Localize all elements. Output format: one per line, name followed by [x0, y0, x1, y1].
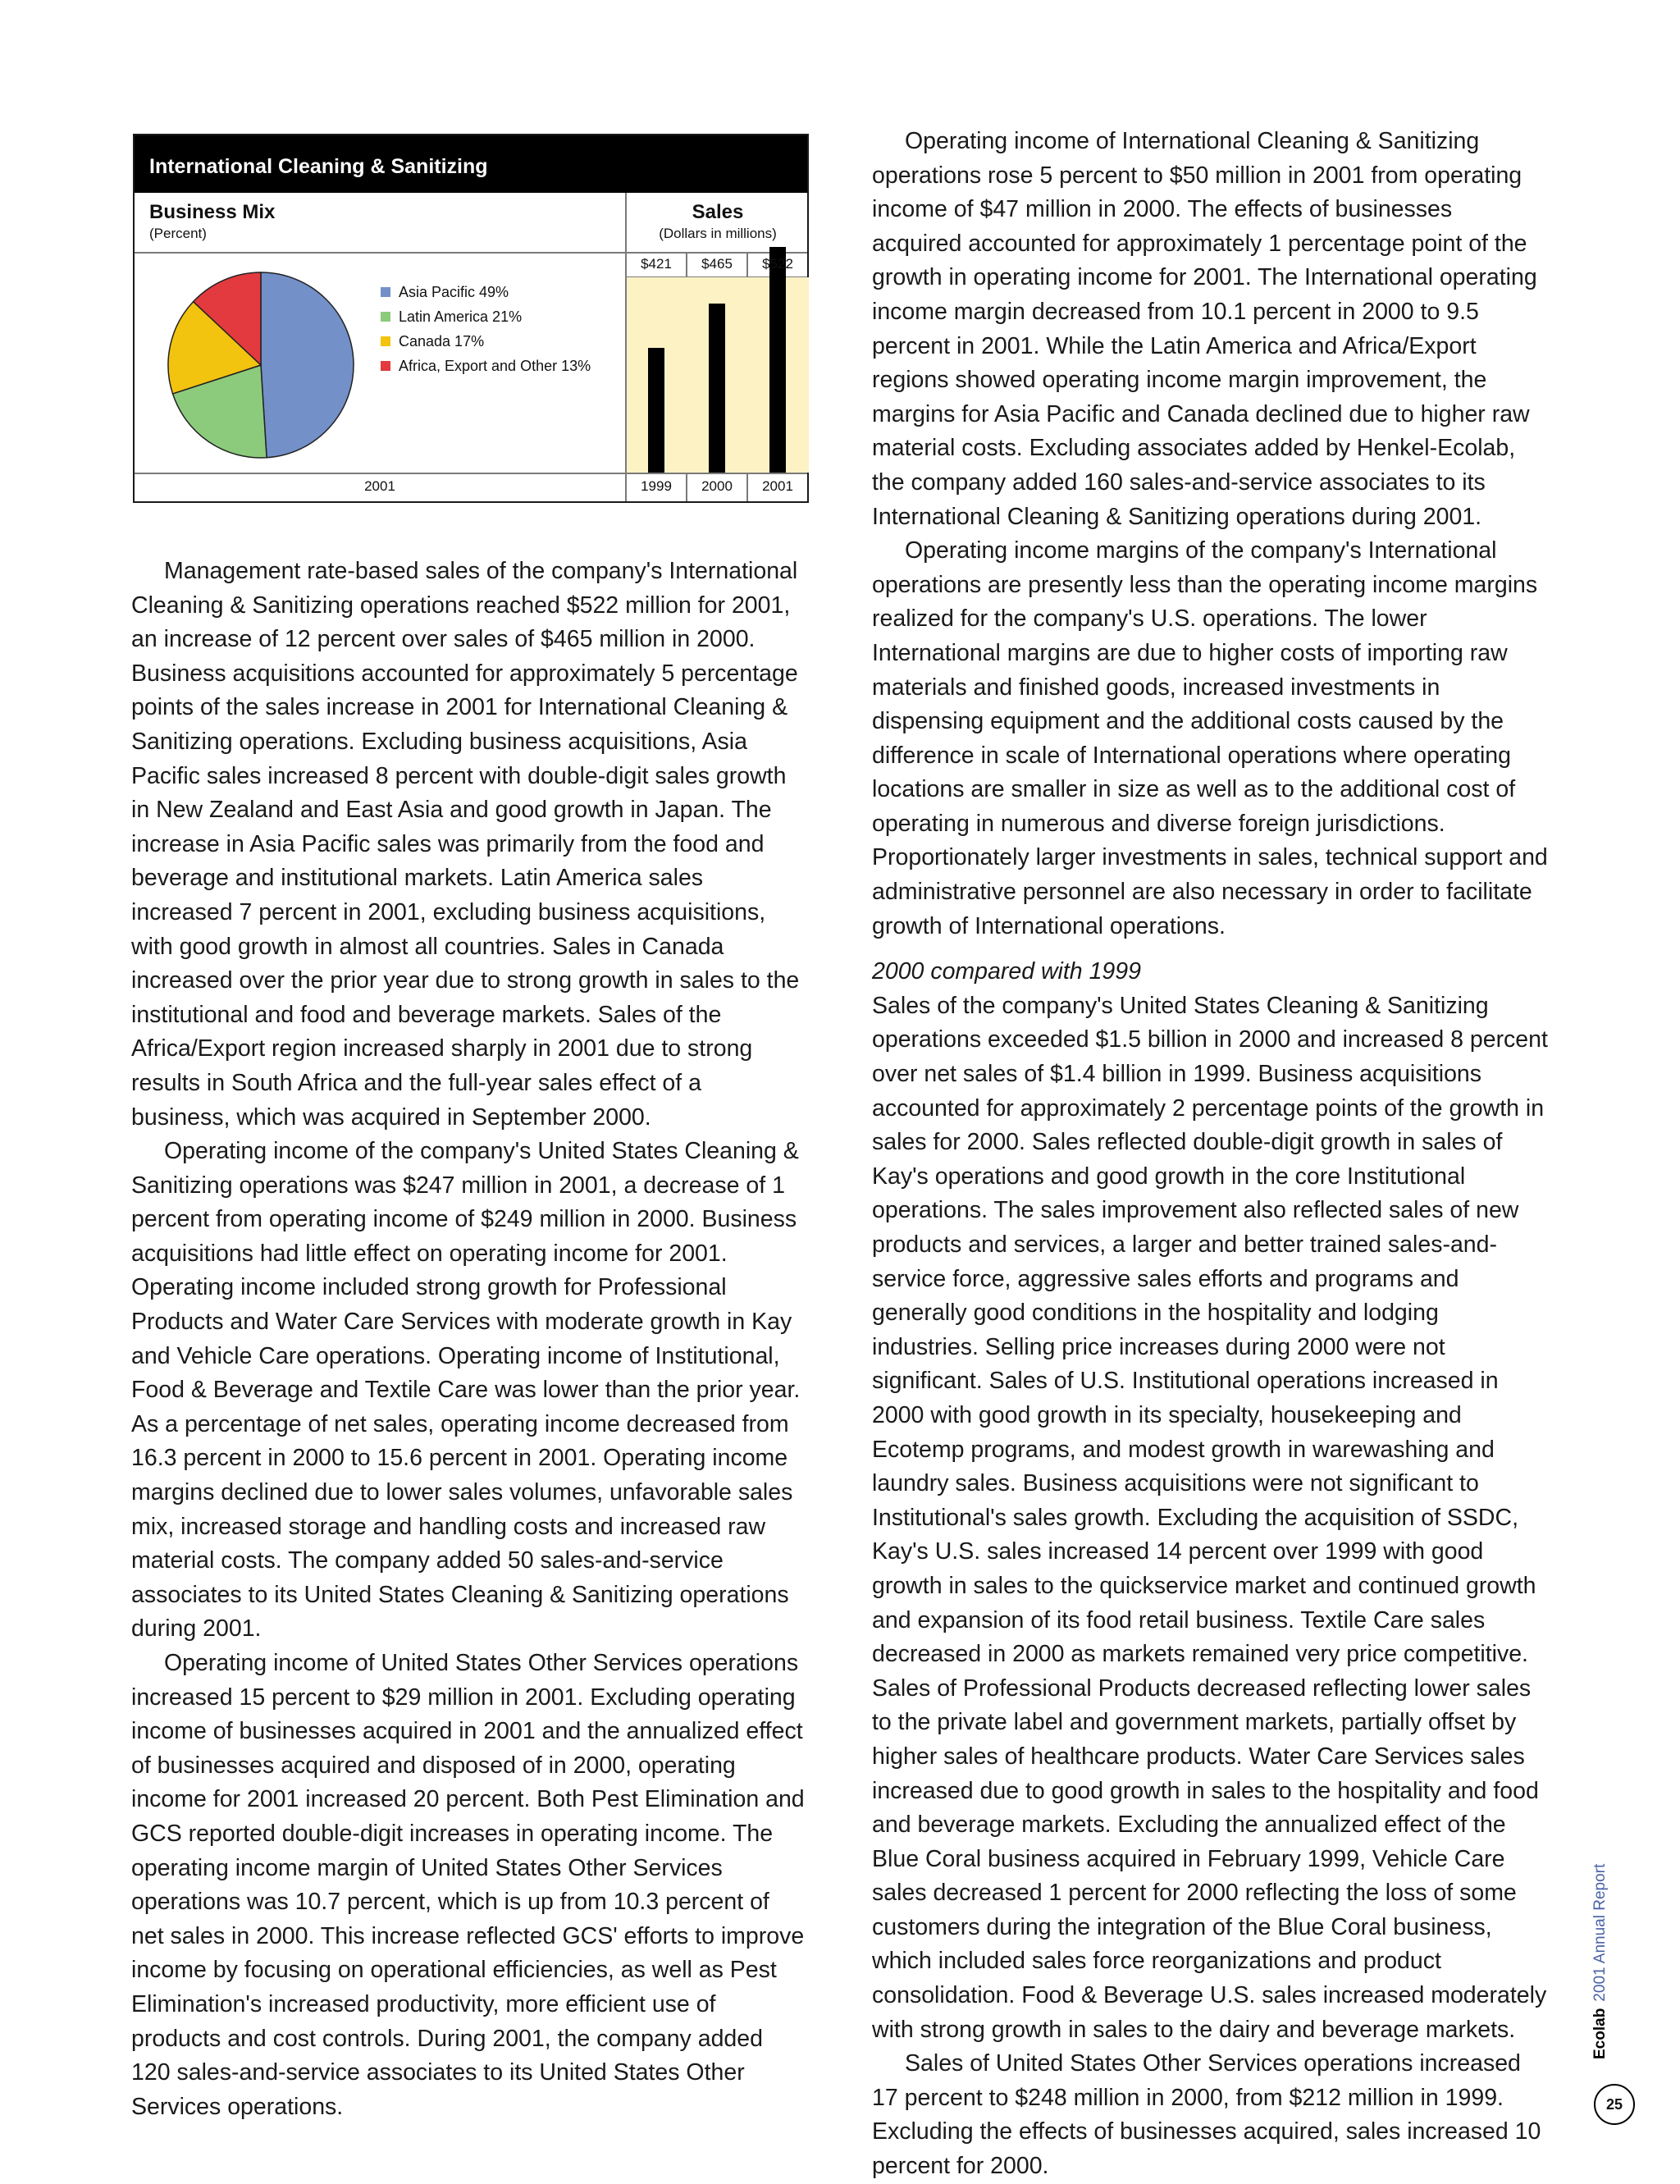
left-text-column	[131, 555, 806, 2124]
legend-item	[381, 304, 591, 329]
sales-bar-2000	[709, 304, 725, 473]
legend-swatch	[381, 336, 390, 346]
right-text-column	[872, 125, 1548, 2184]
business-mix-subtitle: (Percent)	[149, 226, 207, 241]
paragraph-international-sales: Management rate-based sales of the company's International Cleaning & Sanitizing operations reached $522 million for 2001, an increase of 12 percent over sales of $465 million in 2000. Business acquisitions accounted for approximately 5 percentage points of the sales increase in 2001 for International Cleaning & Sanitizing operations. Excluding business acquisitions, Asia Pacific sales increased 8 percent with double-digit sales growth in New Zealand and East Asia and good growth in Japan. The increase in Asia Pacific sales was primarily from the food and beverage and institutional markets. Latin America sales increased 7 percent in 2001, excluding business acquisitions, with good growth in almost all countries. Sales in Canada increased over the prior year due to strong growth in sales to the institutional and food and beverage markets. Sales of the Africa/Export region increased sharply in 2001 due to strong results in South Africa and the full-year sales effect of a business, which was acquired in September 2000.	[131, 558, 800, 1131]
sales-bar-chart	[627, 277, 809, 473]
sales-heading	[627, 201, 809, 242]
bar-year-label: 2000	[701, 478, 733, 494]
paragraph-international-income: Operating income of International Cleaning & Sanitizing operations rose 5 percent to $50 million in 2001 from operating income of $47 million in 2000. The effects of businesses acquired accounted for approximately 1 percentage point of the growth in operating income for 2001. The International operating income margin decreased from 10.1 percent in 2000 to 9.5 percent in 2001. While the Latin America and Africa/Export regions showed operating income margin improvement, the margins for Asia Pacific and Canada declined due to higher raw material costs. Excluding associates added by Henkel-Ecolab, the company added 160 sales-and-service associates to its International Cleaning & Sanitizing operations during 2001.	[872, 128, 1537, 530]
legend-item	[381, 354, 591, 378]
paragraph-us-cleaning-sales-2000: Sales of the company's United States Cleaning & Sanitizing operations exceeded $1.5 billion in 2000 and increased 8 percent over net sales of $1.4 billion in 1999. Business acquisitions accounted for approximately 2 percentage points of the growth in sales for 2000. Sales reflected double-digit growth in sales of Kay's operations and good growth in the core Institutional operations. The sales improvement also reflected sales of new products and services, a larger and better trained sales-and-service force, aggressive sales efforts and programs and generally good conditions in the hospitality and lodging industries. Selling price increases during 2000 were not significant. Sales of U.S. Institutional operations increased in 2000 with good growth in its specialty, housekeeping and Ecotemp programs, and modest growth in warewashing and laundry sales. Business acquisitions were not significant to Institutional's sales growth. Excluding the acquisition of SSDC, Kay's U.S. sales increased 14 percent over 1999 with good growth in sales to the quickservice market and continued growth and expansion of its food retail business. Textile Care sales decreased in 2000 as markets remained very price competitive. Sales of Professional Products decreased reflecting lower sales to the private label and government markets, partially offset by higher sales of healthcare products. Water Care Services sales increased due to good growth in sales to the hospitality and food and beverage markets. Excluding the annualized effect of the Blue Coral business acquired in February 1999, Vehicle Care sales decreased 1 percent for 2000 reflecting the loss of some customers during the integration of the Blue Coral business, which included sales force reorganizations and product consolidation. Food & Beverage U.S. sales increased moderately with strong growth in sales to the dairy and beverage markets.	[872, 992, 1548, 2043]
legend-swatch	[381, 312, 390, 322]
header-divider	[135, 252, 807, 254]
footer-divider	[135, 473, 807, 474]
legend-item	[381, 329, 591, 354]
legend-item	[381, 280, 591, 304]
page-number: 25	[1594, 2084, 1635, 2125]
business-mix-heading	[149, 201, 275, 242]
business-mix-title: Business Mix	[149, 201, 276, 223]
sales-bar-2001	[769, 247, 786, 473]
sales-subtitle: (Dollars in millions)	[659, 226, 777, 241]
pie-slice-asia-pacific	[261, 272, 354, 458]
bar-value-label: $421	[641, 256, 672, 272]
figure-header: International Cleaning & Sanitizing	[135, 135, 807, 193]
bar-value-label: $522	[762, 256, 793, 272]
section-subheading: 2000 compared with 1999	[872, 958, 1141, 985]
paragraph-us-other-services-income: Operating income of United States Other Services operations increased 15 percent to $29 million in 2001. Excluding operating income of businesses acquired in 2001 and the annualized effect of businesses acquired and disposed of in 2000, operating income for 2001 increased 20 percent. Both Pest Elimination and GCS reported double-digit increases in operating income. The operating income margin of United States Other Services operations was 10.7 percent, which is up from 10.3 percent of net sales in 2000. This increase reflected GCS' efforts to improve income by focusing on operational efficiencies, as well as Pest Elimination's increased productivity, more efficient use of products and cost controls. During 2001, the company added 120 sales-and-service associates to its United States Other Services operations.	[131, 1650, 805, 2120]
pie-legend	[381, 280, 591, 378]
legend-swatch	[381, 361, 390, 371]
legend-label: Latin America 21%	[399, 308, 523, 325]
paragraph-international-margins: Operating income margins of the company's International operations are presently less than the operating income margins realized for the company's U.S. operations. The lower International margins are due to higher costs of importing raw materials and finished goods, increased investments in dispensing equipment and the additional costs caused by the difference in scale of International operations where operating locations are smaller in size as well as to the additional cost of operating in numerous and diverse foreign jurisdictions. Proportionately larger investments in sales, technical support and administrative personnel are also necessary in order to facilitate growth of International operations.	[872, 537, 1548, 939]
legend-label: Africa, Export and Other 13%	[399, 357, 591, 374]
paragraph-us-other-services-sales-2000: Sales of United States Other Services operations increased 17 percent to $248 million in 2000, from $212 million in 1999. Excluding the effects of businesses acquired, sales increased 10 percent for 2000.	[872, 2050, 1541, 2180]
report-title: 2001 Annual Report	[1591, 1863, 1609, 2002]
bar-value-label: $465	[701, 256, 733, 272]
legend-label: Asia Pacific 49%	[399, 283, 509, 300]
report-side-label	[1591, 1864, 1609, 2059]
brand-name: Ecolab	[1591, 2008, 1609, 2059]
business-mix-pie-chart	[164, 268, 358, 462]
pie-year-label: 2001	[364, 478, 395, 494]
legend-swatch	[381, 287, 390, 297]
bar-year-label: 1999	[641, 478, 672, 494]
bar-year-label: 2001	[762, 478, 793, 494]
legend-label: Canada 17%	[399, 332, 485, 350]
paragraph-us-cleaning-income: Operating income of the company's United States Cleaning & Sanitizing operations was $247 million in 2001, a decrease of 1 percent from operating income of $249 million in 2000. Business acquisitions had little effect on operating income for 2001. Operating income included strong growth for Professional Products and Water Care Services with moderate growth in Kay and Vehicle Care operations. Operating income of Institutional, Food & Beverage and Textile Care was lower than the prior year. As a percentage of net sales, operating income decreased from 16.3 percent in 2000 to 15.6 percent in 2001. Operating income margins declined due to lower sales volumes, unfavorable sales mix, increased storage and handling costs and increased raw material costs. The company added 50 sales-and-service associates to its United States Cleaning & Sanitizing operations during 2001.	[131, 1138, 801, 1643]
sales-bar-1999	[648, 348, 664, 473]
sales-title: Sales	[692, 201, 744, 223]
business-mix-sales-figure	[133, 134, 809, 503]
